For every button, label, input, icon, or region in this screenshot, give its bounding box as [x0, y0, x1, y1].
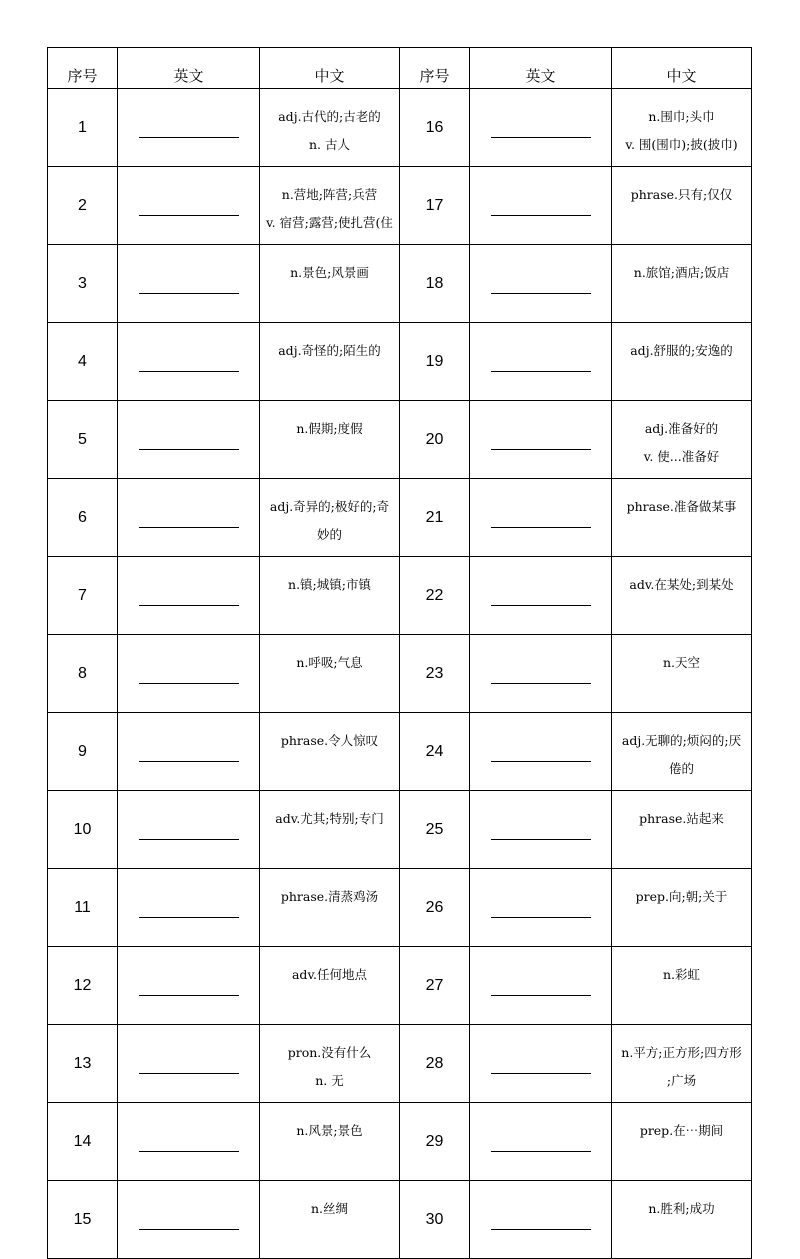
english-answer-cell [118, 1025, 260, 1103]
answer-blank-line[interactable] [491, 1150, 591, 1152]
answer-blank-line[interactable] [491, 214, 591, 216]
chinese-meaning-cell [612, 245, 752, 323]
chinese-meaning-cell [612, 401, 752, 479]
vocab-row [48, 401, 752, 479]
item-number: 12 [48, 947, 118, 1025]
item-number: 23 [400, 635, 470, 713]
chinese-meaning-cell [612, 89, 752, 167]
item-number: 15 [48, 1181, 118, 1259]
english-answer-cell [470, 401, 612, 479]
item-number: 13 [48, 1025, 118, 1103]
header-number: 序号 [400, 48, 470, 89]
vocab-row [48, 713, 752, 791]
vocab-row [48, 1025, 752, 1103]
chinese-meaning-cell [260, 869, 400, 947]
answer-blank-line[interactable] [139, 214, 239, 216]
chinese-meaning-line: prep.向;朝;关于 [635, 889, 728, 904]
chinese-meaning-cell [260, 401, 400, 479]
chinese-meaning-line: 妙的 [316, 527, 342, 542]
answer-blank-line[interactable] [491, 448, 591, 450]
english-answer-cell [118, 713, 260, 791]
item-number: 6 [48, 479, 118, 557]
chinese-meaning-cell [612, 947, 752, 1025]
vocab-row [48, 1181, 752, 1259]
chinese-meaning-cell [260, 635, 400, 713]
english-answer-cell [118, 479, 260, 557]
vocab-row [48, 791, 752, 869]
chinese-meaning-line: n.胜利;成功 [648, 1201, 715, 1216]
answer-blank-line[interactable] [491, 994, 591, 996]
answer-blank-line[interactable] [491, 526, 591, 528]
english-answer-cell [118, 1181, 260, 1259]
english-answer-cell [470, 713, 612, 791]
chinese-meaning-cell [260, 167, 400, 245]
chinese-meaning-line: n. 无 [315, 1073, 344, 1088]
chinese-meaning-line: phrase.令人惊叹 [280, 733, 379, 748]
answer-blank-line[interactable] [491, 1228, 591, 1230]
item-number: 7 [48, 557, 118, 635]
item-number: 30 [400, 1181, 470, 1259]
chinese-meaning-cell [260, 557, 400, 635]
chinese-meaning-cell [612, 713, 752, 791]
item-number: 10 [48, 791, 118, 869]
english-answer-cell [118, 167, 260, 245]
chinese-meaning-line: adj.古代的;古老的 [278, 109, 381, 124]
item-number: 25 [400, 791, 470, 869]
english-answer-cell [118, 635, 260, 713]
header-chinese: 中文 [612, 48, 752, 89]
english-answer-cell [118, 1103, 260, 1181]
chinese-meaning-line: n.丝绸 [310, 1201, 349, 1216]
chinese-meaning-line: n.景色;风景画 [290, 265, 369, 280]
chinese-meaning-line: adj.无聊的;烦闷的;厌 [621, 733, 742, 748]
item-number: 27 [400, 947, 470, 1025]
chinese-meaning-cell [612, 167, 752, 245]
answer-blank-line[interactable] [139, 994, 239, 996]
answer-blank-line[interactable] [491, 136, 591, 138]
header-chinese: 中文 [260, 48, 400, 89]
item-number: 8 [48, 635, 118, 713]
chinese-meaning-cell [612, 1181, 752, 1259]
item-number: 5 [48, 401, 118, 479]
chinese-meaning-cell [260, 89, 400, 167]
chinese-meaning-cell [260, 1181, 400, 1259]
answer-blank-line[interactable] [139, 760, 239, 762]
chinese-meaning-line: ;广场 [666, 1073, 697, 1088]
answer-blank-line[interactable] [491, 1072, 591, 1074]
chinese-meaning-line: n.镇;城镇;市镇 [288, 577, 371, 592]
chinese-meaning-cell [260, 1103, 400, 1181]
chinese-meaning-cell [612, 635, 752, 713]
english-answer-cell [470, 1103, 612, 1181]
vocab-row [48, 635, 752, 713]
answer-blank-line[interactable] [139, 838, 239, 840]
chinese-meaning-line: n.平方;正方形;四方形 [621, 1045, 742, 1060]
vocab-row [48, 557, 752, 635]
item-number: 11 [48, 869, 118, 947]
answer-blank-line[interactable] [139, 448, 239, 450]
chinese-meaning-cell [612, 791, 752, 869]
answer-blank-line[interactable] [139, 292, 239, 294]
item-number: 17 [400, 167, 470, 245]
english-answer-cell [118, 869, 260, 947]
chinese-meaning-line: adv.尤其;特别;专门 [275, 811, 384, 826]
chinese-meaning-cell [260, 245, 400, 323]
english-answer-cell [118, 245, 260, 323]
chinese-meaning-line: phrase.准备做某事 [626, 499, 737, 514]
chinese-meaning-cell [612, 869, 752, 947]
chinese-meaning-cell [260, 713, 400, 791]
chinese-meaning-line: phrase.清蒸鸡汤 [280, 889, 379, 904]
chinese-meaning-line: pron.没有什么 [287, 1045, 372, 1060]
chinese-meaning-cell [260, 947, 400, 1025]
chinese-meaning-line: n. 古人 [309, 137, 350, 152]
chinese-meaning-cell [612, 1025, 752, 1103]
chinese-meaning-line: n.围巾;头巾 [648, 109, 715, 124]
vocab-row [48, 1103, 752, 1181]
chinese-meaning-line: adj.奇异的;极好的;奇 [269, 499, 390, 514]
chinese-meaning-line: n.营地;阵营;兵营 [281, 187, 378, 202]
english-answer-cell [470, 791, 612, 869]
chinese-meaning-cell [612, 557, 752, 635]
chinese-meaning-line: adj.准备好的 [644, 421, 719, 436]
answer-blank-line[interactable] [139, 370, 239, 372]
english-answer-cell [470, 869, 612, 947]
chinese-meaning-cell [260, 791, 400, 869]
answer-blank-line[interactable] [491, 370, 591, 372]
item-number: 26 [400, 869, 470, 947]
english-answer-cell [470, 245, 612, 323]
english-answer-cell [470, 167, 612, 245]
english-answer-cell [470, 557, 612, 635]
header-english: 英文 [470, 48, 612, 89]
chinese-meaning-line: n.假期;度假 [296, 421, 363, 436]
chinese-meaning-cell [260, 1025, 400, 1103]
chinese-meaning-line: n.天空 [662, 655, 701, 670]
chinese-meaning-line: n.旅馆;酒店;饭店 [633, 265, 730, 280]
chinese-meaning-line: v. 宿营;露营;使扎营(住 [266, 215, 393, 230]
answer-blank-line[interactable] [139, 1228, 239, 1230]
chinese-meaning-cell [612, 1103, 752, 1181]
english-answer-cell [470, 635, 612, 713]
english-answer-cell [118, 557, 260, 635]
vocab-row [48, 167, 752, 245]
answer-blank-line[interactable] [491, 838, 591, 840]
item-number: 4 [48, 323, 118, 401]
english-answer-cell [470, 323, 612, 401]
english-answer-cell [118, 401, 260, 479]
item-number: 1 [48, 89, 118, 167]
answer-blank-line[interactable] [139, 136, 239, 138]
answer-blank-line[interactable] [139, 916, 239, 918]
header-row [48, 48, 752, 89]
vocab-row [48, 245, 752, 323]
english-answer-cell [470, 1025, 612, 1103]
english-answer-cell [118, 89, 260, 167]
answer-blank-line[interactable] [491, 760, 591, 762]
item-number: 29 [400, 1103, 470, 1181]
chinese-meaning-line: 倦的 [668, 761, 694, 776]
chinese-meaning-line: adj.舒服的;安逸的 [630, 343, 733, 358]
chinese-meaning-line: v. 使...准备好 [643, 449, 720, 464]
answer-blank-line[interactable] [139, 526, 239, 528]
chinese-meaning-cell [260, 323, 400, 401]
answer-blank-line[interactable] [491, 682, 591, 684]
item-number: 21 [400, 479, 470, 557]
chinese-meaning-line: v. 围(围巾);披(披巾) [625, 137, 738, 152]
answer-blank-line[interactable] [491, 604, 591, 606]
item-number: 16 [400, 89, 470, 167]
item-number: 14 [48, 1103, 118, 1181]
item-number: 24 [400, 713, 470, 791]
item-number: 20 [400, 401, 470, 479]
chinese-meaning-line: adv.在某处;到某处 [629, 577, 734, 592]
item-number: 28 [400, 1025, 470, 1103]
english-answer-cell [118, 323, 260, 401]
header-number: 序号 [48, 48, 118, 89]
english-answer-cell [470, 1181, 612, 1259]
item-number: 9 [48, 713, 118, 791]
chinese-meaning-line: n.风景;景色 [296, 1123, 363, 1138]
english-answer-cell [470, 89, 612, 167]
chinese-meaning-line: phrase.只有;仅仅 [630, 187, 733, 202]
item-number: 19 [400, 323, 470, 401]
header-english: 英文 [118, 48, 260, 89]
vocab-row [48, 323, 752, 401]
vocab-table [47, 47, 752, 1259]
chinese-meaning-line: n.呼吸;气息 [296, 655, 363, 670]
english-answer-cell [118, 791, 260, 869]
answer-blank-line[interactable] [139, 604, 239, 606]
answer-blank-line[interactable] [491, 916, 591, 918]
vocab-row [48, 89, 752, 167]
chinese-meaning-line: adj.奇怪的;陌生的 [278, 343, 381, 358]
vocab-row [48, 479, 752, 557]
chinese-meaning-line: adv.任何地点 [291, 967, 367, 982]
answer-blank-line[interactable] [139, 1072, 239, 1074]
vocab-row [48, 947, 752, 1025]
chinese-meaning-cell [612, 323, 752, 401]
english-answer-cell [118, 947, 260, 1025]
chinese-meaning-line: prep.在⋯期间 [639, 1123, 724, 1138]
vocab-row [48, 869, 752, 947]
answer-blank-line[interactable] [139, 1150, 239, 1152]
item-number: 22 [400, 557, 470, 635]
english-answer-cell [470, 947, 612, 1025]
chinese-meaning-line: phrase.站起来 [639, 811, 724, 826]
chinese-meaning-line: n.彩虹 [662, 967, 701, 982]
answer-blank-line[interactable] [491, 292, 591, 294]
answer-blank-line[interactable] [139, 682, 239, 684]
english-answer-cell [470, 479, 612, 557]
item-number: 2 [48, 167, 118, 245]
chinese-meaning-cell [612, 479, 752, 557]
item-number: 18 [400, 245, 470, 323]
item-number: 3 [48, 245, 118, 323]
chinese-meaning-cell [260, 479, 400, 557]
